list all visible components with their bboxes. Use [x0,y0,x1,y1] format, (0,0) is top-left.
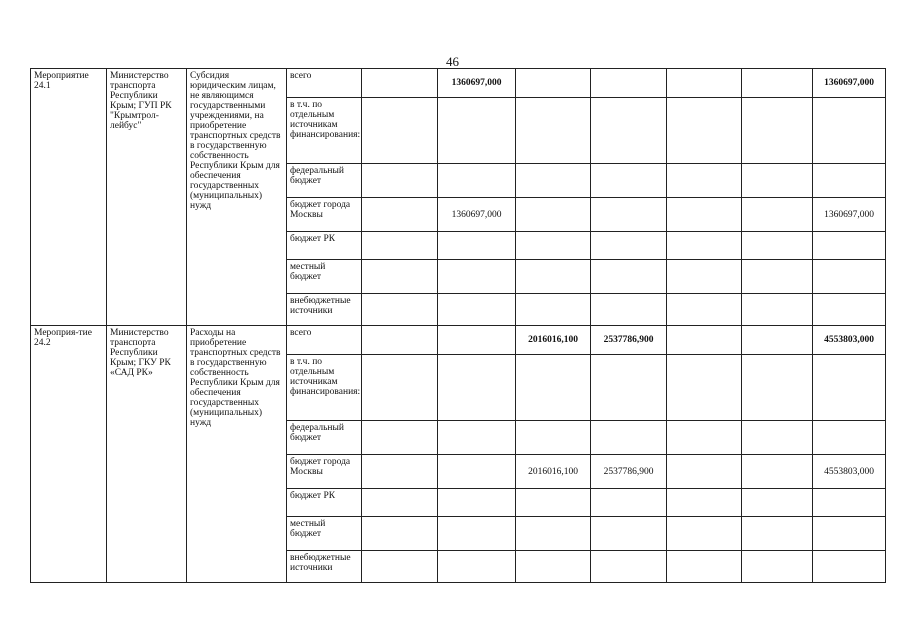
total-cell [813,421,886,455]
total-cell [813,98,886,164]
value-cell [362,69,438,98]
measure-name: Мероприятие 24.1 [31,69,107,326]
total-cell [813,294,886,326]
value-cell [362,489,438,517]
value-cell [667,232,742,260]
value-cell [516,98,591,164]
value-cell [438,260,516,294]
value-cell [516,517,591,551]
value-cell [667,421,742,455]
table-row [31,69,886,98]
value-cell [742,517,813,551]
value-cell [667,164,742,198]
value-cell [516,421,591,455]
value-cell [516,164,591,198]
total-cell: 4553803,000 [813,326,886,355]
value-cell [362,517,438,551]
source-cell: местный бюджет [287,517,362,551]
source-cell: внебюджетные источники [287,294,362,326]
value-cell [742,260,813,294]
value-cell [438,232,516,260]
value-cell [591,551,667,583]
value-cell [667,489,742,517]
total-cell [813,164,886,198]
value-cell [362,294,438,326]
value-cell [362,232,438,260]
value-cell [516,232,591,260]
value-cell: 2016016,100 [516,455,591,489]
value-cell [591,98,667,164]
funding-table [30,68,886,583]
value-cell [362,551,438,583]
value-cell [667,517,742,551]
value-cell [742,232,813,260]
source-cell: местный бюджет [287,260,362,294]
source-cell: бюджет города Москвы [287,198,362,232]
value-cell [742,455,813,489]
value-cell [591,260,667,294]
source-cell: всего [287,69,362,98]
source-cell: бюджет РК [287,232,362,260]
value-cell [438,551,516,583]
value-cell [438,164,516,198]
value-cell [667,326,742,355]
value-cell [667,355,742,421]
value-cell [362,98,438,164]
value-cell [667,294,742,326]
value-cell: 2537786,900 [591,326,667,355]
value-cell: 2537786,900 [591,455,667,489]
value-cell [667,455,742,489]
value-cell [591,489,667,517]
source-cell: федеральный бюджет [287,421,362,455]
value-cell [742,69,813,98]
source-cell: в т.ч. по отдельным источникам финансирования: [287,355,362,421]
source-cell: федеральный бюджет [287,164,362,198]
value-cell [742,98,813,164]
value-cell [742,326,813,355]
source-cell: бюджет РК [287,489,362,517]
executor-cell: Министерство транспорта Республики Крым; ГКУ РК «САД РК» [107,326,187,583]
value-cell [667,69,742,98]
value-cell [362,355,438,421]
value-cell [591,421,667,455]
value-cell [438,517,516,551]
total-cell: 1360697,000 [813,69,886,98]
value-cell [667,198,742,232]
source-cell: бюджет города Москвы [287,455,362,489]
value-cell: 1360697,000 [438,198,516,232]
value-cell [438,489,516,517]
value-cell [438,326,516,355]
description-cell: Расходы на приобретение транспортных средств в государственную собственность Республики Крым для обеспечения государственных (муниципальных) нужд [187,326,287,583]
total-cell: 1360697,000 [813,198,886,232]
value-cell [516,355,591,421]
value-cell [591,294,667,326]
source-cell: в т.ч. по отдельным источникам финансирования: [287,98,362,164]
value-cell [591,69,667,98]
table-body [31,69,886,583]
value-cell [742,164,813,198]
value-cell [742,421,813,455]
source-cell: внебюджетные источники [287,551,362,583]
total-cell [813,551,886,583]
value-cell [516,69,591,98]
value-cell [438,355,516,421]
value-cell [362,326,438,355]
value-cell: 1360697,000 [438,69,516,98]
value-cell [516,198,591,232]
value-cell [591,355,667,421]
value-cell [667,98,742,164]
value-cell [591,232,667,260]
value-cell [742,294,813,326]
value-cell [742,198,813,232]
value-cell [742,489,813,517]
value-cell [438,294,516,326]
value-cell [591,517,667,551]
value-cell [438,421,516,455]
value-cell [362,421,438,455]
description-cell: Субсидия юридическим лицам, не являющимся государственными учреждениями, на приобретение транспортных средств в государственную собственность Республики Крым для обеспечения государственных (муниципальных) нужд [187,69,287,326]
value-cell: 2016016,100 [516,326,591,355]
value-cell [438,455,516,489]
value-cell [591,164,667,198]
value-cell [667,260,742,294]
measure-name: Мероприя-тие 24.2 [31,326,107,583]
total-cell [813,232,886,260]
value-cell [362,198,438,232]
total-cell [813,355,886,421]
value-cell [742,551,813,583]
value-cell [438,98,516,164]
table-row [31,326,886,355]
value-cell [362,455,438,489]
executor-cell: Министерство транспорта Республики Крым; ГУП РК "Крымтрол-лейбус" [107,69,187,326]
value-cell [516,260,591,294]
total-cell: 4553803,000 [813,455,886,489]
total-cell [813,517,886,551]
total-cell [813,489,886,517]
value-cell [362,260,438,294]
value-cell [742,355,813,421]
value-cell [362,164,438,198]
page-number: 46 [446,54,459,69]
value-cell [667,551,742,583]
value-cell [516,551,591,583]
value-cell [591,198,667,232]
total-cell [813,260,886,294]
source-cell: всего [287,326,362,355]
value-cell [516,489,591,517]
value-cell [516,294,591,326]
